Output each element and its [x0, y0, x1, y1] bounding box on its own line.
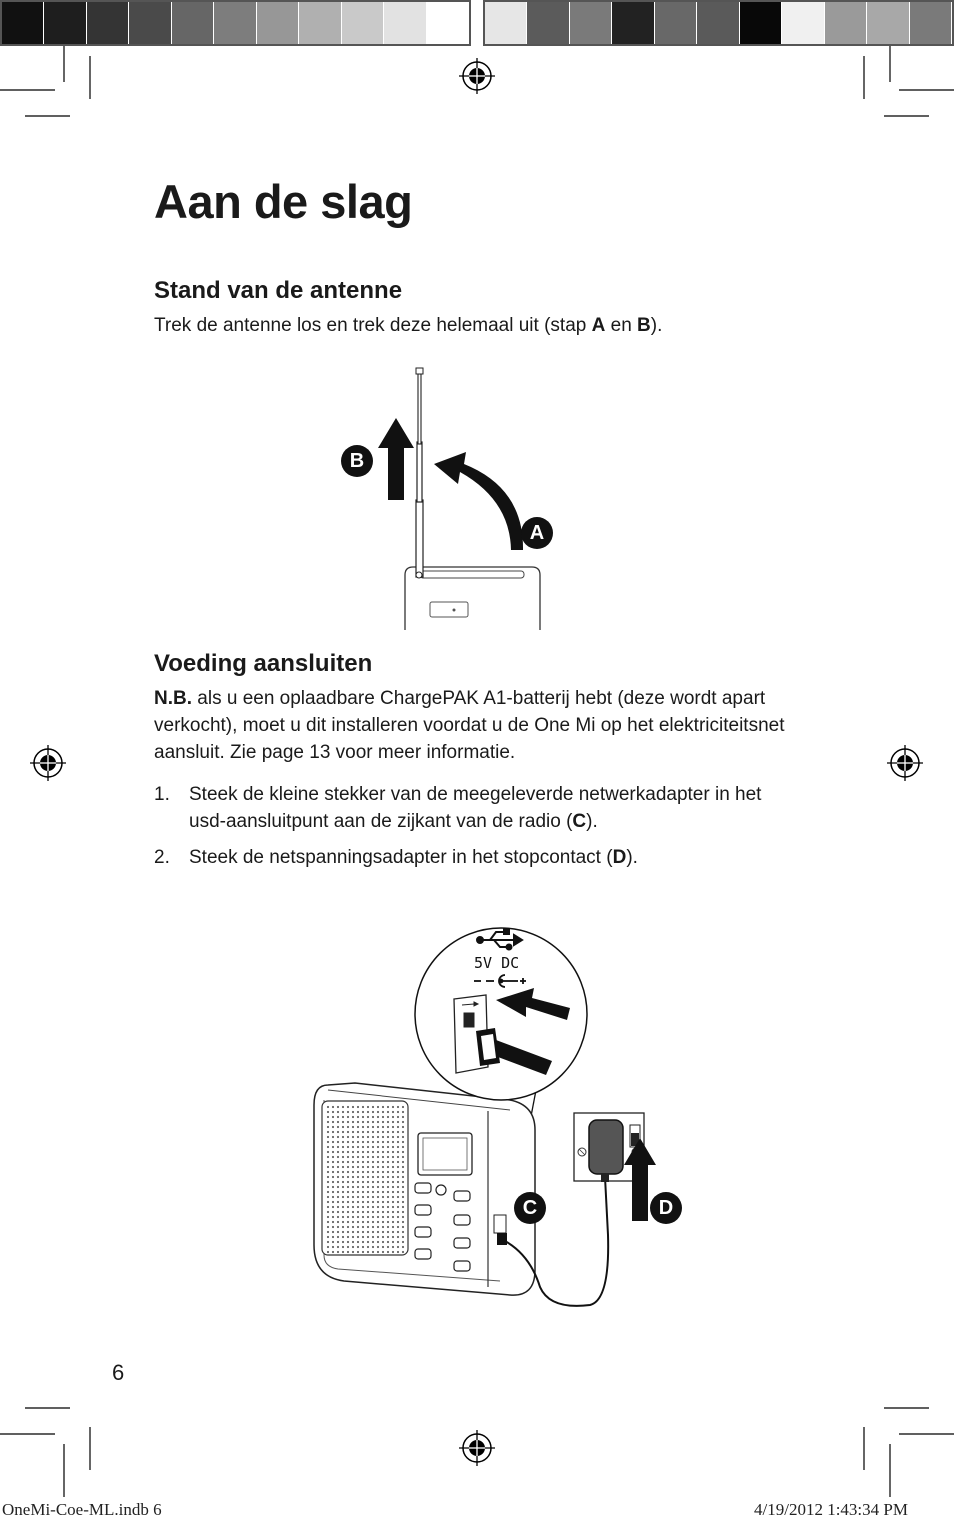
step-text-after: ).	[626, 847, 638, 868]
figure1-label-b	[341, 445, 373, 477]
registration-mark-left	[30, 745, 66, 781]
step-number: 1.	[154, 784, 170, 805]
figure2-label-d-text: D	[658, 1197, 674, 1219]
figure2-label-c-text: C	[522, 1197, 538, 1219]
step-ref-c: C	[572, 811, 587, 832]
port-label: 5V DC	[474, 954, 520, 972]
figure1-label-a	[521, 517, 553, 549]
page-number: 6	[112, 1360, 125, 1385]
registration-mark-bottom	[459, 1430, 495, 1466]
figure1-label-a-text: A	[529, 522, 545, 544]
slug-timestamp: 4/19/2012 1:43:34 PM	[754, 1500, 908, 1519]
antenna-text-before: Trek de antenne los en trek deze helemaal uit (stap	[154, 315, 592, 336]
step-text	[189, 844, 794, 871]
antenna-step-b-ref: B	[637, 315, 651, 336]
figure1-label-b-text: B	[349, 450, 365, 472]
section-heading-power: Voeding aansluiten	[154, 650, 373, 677]
registration-mark-top	[459, 58, 495, 94]
slug-filename: OneMi-Coe-ML.indb 6	[2, 1500, 162, 1519]
figure2-label-d	[650, 1192, 682, 1224]
antenna-text-after: ).	[650, 315, 663, 336]
antenna-step-a-ref: A	[591, 315, 606, 336]
antenna-illustration	[330, 360, 570, 632]
power-connection-illustration	[300, 915, 700, 1315]
page-title: Aan de slag	[154, 175, 413, 228]
registration-mark-right	[887, 745, 923, 781]
step-ref-d: D	[612, 847, 627, 868]
section-heading-antenna: Stand van de antenne	[154, 277, 403, 304]
step-text-before: Steek de kleine stekker van de meegeleverde netwerkadapter in het usd-aansluitpunt aan de zijkant van de radio (	[189, 784, 762, 832]
speaker-grille	[322, 1101, 408, 1255]
figure2-label-c	[514, 1192, 546, 1224]
power-note	[154, 685, 794, 766]
step-text-before: Steek de netspanningsadapter in het stopcontact (	[189, 847, 613, 868]
note-label: N.B.	[154, 688, 192, 709]
note-text: als u een oplaadbare ChargePAK A1-batterij hebt (deze wordt apart verkocht), moet u dit installeren voordat u de One Mi op het elektriciteitsnet aansluit. Zie page 13 voor meer informatie.	[154, 688, 785, 763]
step-number: 2.	[154, 847, 170, 868]
step-text-after: ).	[586, 811, 598, 832]
antenna-text-mid: en	[605, 315, 638, 336]
antenna-instruction	[154, 312, 794, 339]
step-text	[189, 781, 794, 835]
